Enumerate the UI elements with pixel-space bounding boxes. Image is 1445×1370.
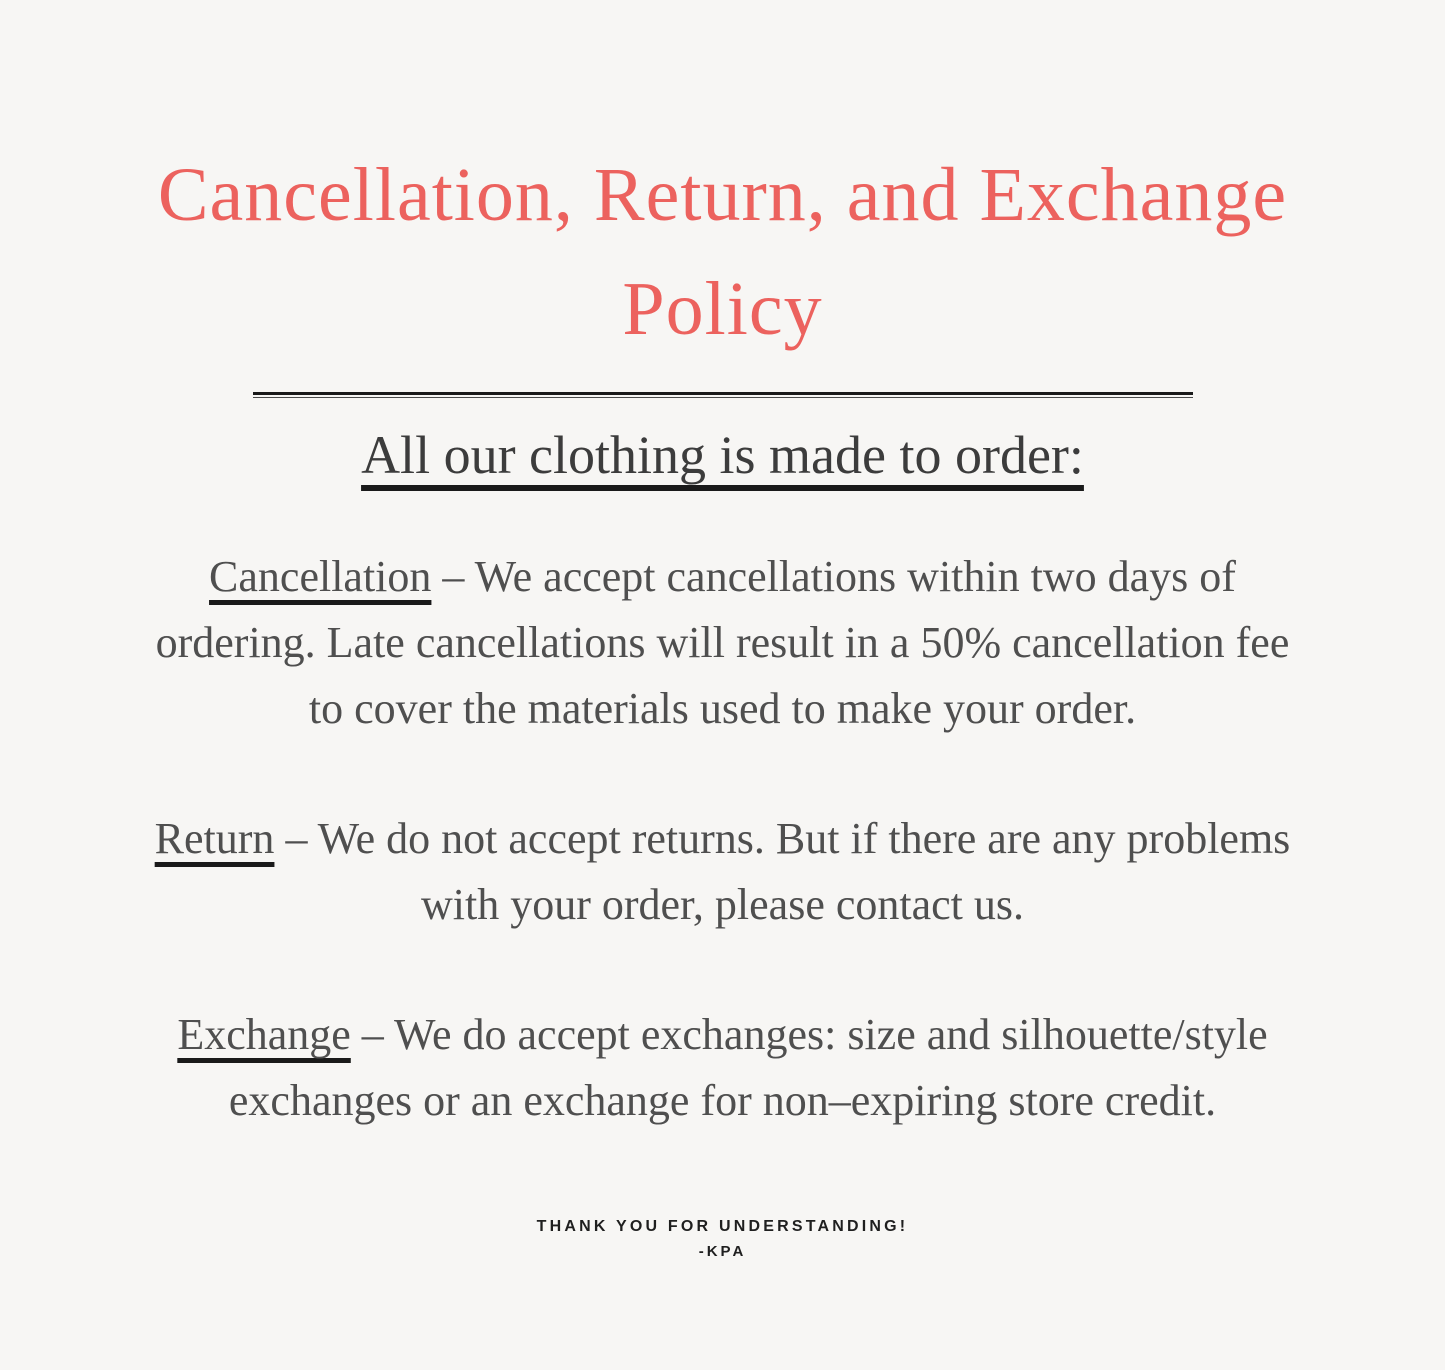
return-section (23, 806, 1423, 938)
cancellation-term: Cancellation (209, 552, 432, 601)
footer-thanks-text: THANK YOU FOR UNDERSTANDING! (536, 1218, 909, 1235)
page-title: Cancellation, Return, and Exchange Policy (157, 153, 1288, 351)
return-text: – We do not accept returns. But if there are any problems with your order, please contact us. (285, 814, 1291, 929)
divider-line (253, 392, 1193, 398)
footer-signature: -KPA (698, 1243, 747, 1260)
cancellation-text: – We accept cancellations within two days of ordering. Late cancellations will result in a 50% cancellation fee to cover the materials used to make your order. (155, 552, 1290, 733)
subtitle-made-to-order: All our clothing is made to order: (361, 425, 1084, 485)
exchange-text: – We do accept exchanges: size and silhouette/style exchanges or an exchange for non–expiring store credit. (228, 1010, 1268, 1125)
cancellation-section (23, 544, 1423, 742)
return-term: Return (154, 814, 275, 863)
exchange-section (23, 1002, 1423, 1134)
footer (0, 1218, 1445, 1260)
exchange-term: Exchange (177, 1010, 351, 1059)
